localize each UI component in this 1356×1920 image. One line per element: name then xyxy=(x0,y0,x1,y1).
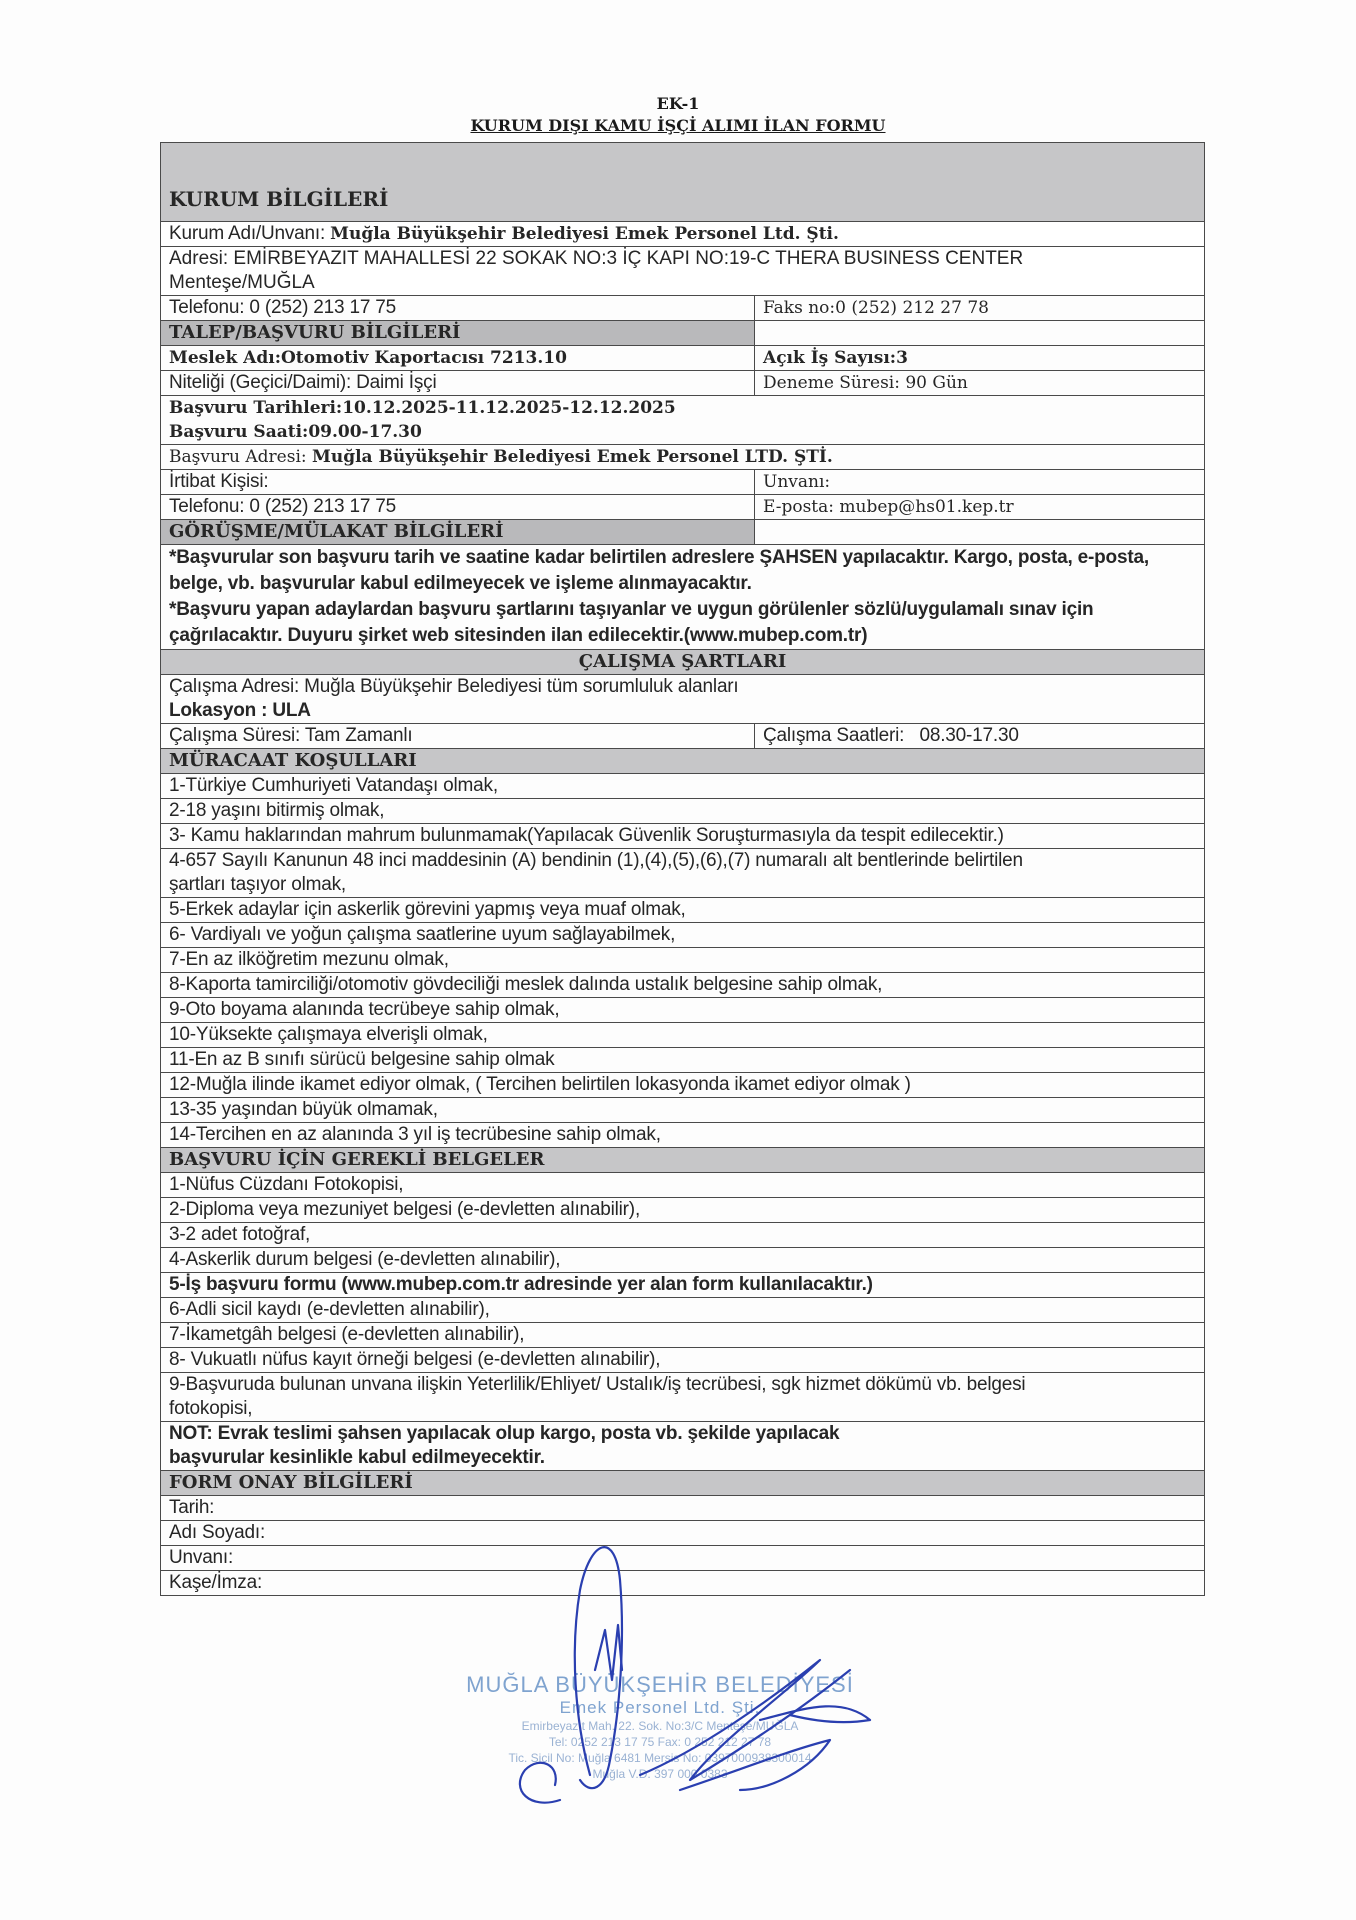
document-row xyxy=(161,1373,1205,1422)
institution-name-value: Muğla Büyükşehir Belediyesi Emek Personel Ltd. Şti. xyxy=(330,224,839,244)
contact-person: İrtibat Kişisi: xyxy=(161,470,755,495)
section-title-talep: TALEP/BAŞVURU BİLGİLERİ xyxy=(161,321,755,346)
requirement-row xyxy=(161,923,1205,948)
requirement-row xyxy=(161,1048,1205,1073)
section-gorusme xyxy=(161,520,1205,545)
section-calisma xyxy=(161,650,1205,675)
row-nature xyxy=(161,371,1205,396)
contact-email: E-posta: mubep@hs01.kep.tr xyxy=(755,495,1205,520)
requirement-row xyxy=(161,824,1205,849)
empty-cell xyxy=(755,520,1205,545)
requirement-item: 12-Muğla ilinde ikamet ediyor olmak, ( Tercihen belirtilen lokasyonda ikamet ediyor olmak ) xyxy=(161,1073,1205,1098)
work-address: Çalışma Adresi: Muğla Büyükşehir Belediyesi tüm sorumluluk alanları xyxy=(169,676,739,697)
document-row xyxy=(161,1298,1205,1323)
requirements-list xyxy=(161,774,1205,1148)
document-row xyxy=(161,1173,1205,1198)
document-item: 8- Vukuatlı nüfus kayıt örneği belgesi (e-devletten alınabilir), xyxy=(161,1348,1205,1373)
interview-notes-cell xyxy=(161,545,1205,650)
requirement-row xyxy=(161,973,1205,998)
requirement-row xyxy=(161,1023,1205,1048)
requirement-row xyxy=(161,1073,1205,1098)
application-address-label: Başvuru Adresi: xyxy=(169,447,313,467)
signature-stroke xyxy=(520,1763,560,1803)
signature-stroke xyxy=(640,1660,850,1780)
document-item: 2-Diploma veya mezuniyet belgesi (e-devletten alınabilir), xyxy=(161,1198,1205,1223)
stamp-line-1: MUĞLA BÜYÜKŞEHİR BELEDİYESİ xyxy=(466,1672,854,1697)
requirement-item: 11-En az B sınıfı sürücü belgesine sahip olmak xyxy=(161,1048,1205,1073)
document-row xyxy=(161,1273,1205,1298)
probation-period: Deneme Süresi: 90 Gün xyxy=(755,371,1205,396)
document-row xyxy=(161,1223,1205,1248)
section-title-muracaat: MÜRACAAT KOŞULLARI xyxy=(161,749,1205,774)
requirement-item: 3- Kamu haklarından mahrum bulunmamak(Yapılacak Güvenlik Soruşturmasıyla da tespit edilecektir.) xyxy=(161,824,1205,849)
document-item: 3-2 adet fotoğraf, xyxy=(161,1223,1205,1248)
approval-date-label: Tarih: xyxy=(161,1496,1205,1521)
form-title-text: KURUM DIŞI KAMU İŞÇİ ALIMI İLAN FORMU xyxy=(470,116,886,135)
interview-note-1: *Başvurular son başvuru tarih ve saatine kadar belirtilen adreslere ŞAHSEN yapılacaktır. Kargo, posta, e-posta, belge, vb. başvurular kabul edilmeyecek ve işleme alınmayacaktır. xyxy=(169,547,1149,594)
requirement-row xyxy=(161,849,1205,898)
application-dates: Başvuru Tarihleri:10.12.2025-11.12.2025-12.12.2025 xyxy=(169,398,676,418)
annex-label: EK-1 xyxy=(656,94,700,113)
row-approval-stamp xyxy=(161,1571,1205,1596)
application-hours: Başvuru Saati:09.00-17.30 xyxy=(169,422,422,442)
document-row xyxy=(161,1198,1205,1223)
requirement-item: 1-Türkiye Cumhuriyeti Vatandaşı olmak, xyxy=(161,774,1205,799)
section-kurum xyxy=(161,143,1205,222)
section-title-onay: FORM ONAY BİLGİLERİ xyxy=(161,1471,1205,1496)
approval-name-label: Adı Soyadı: xyxy=(161,1521,1205,1546)
document-row xyxy=(161,1248,1205,1273)
documents-list xyxy=(161,1173,1205,1471)
documents-note: NOT: Evrak teslimi şahsen yapılacak olup kargo, posta vb. şekilde yapılacak başvurular kesinlikle kabul edilmeyecektir. xyxy=(161,1422,1205,1471)
stamp-line-2: Emek Personel Ltd. Şti. xyxy=(559,1698,761,1717)
row-kurum-phone xyxy=(161,296,1205,321)
document-item: 6-Adli sicil kaydı (e-devletten alınabilir), xyxy=(161,1298,1205,1323)
requirement-item: 2-18 yaşını bitirmiş olmak, xyxy=(161,799,1205,824)
work-address-cell xyxy=(161,675,1205,724)
row-approval-name xyxy=(161,1521,1205,1546)
open-positions: Açık İş Sayısı:3 xyxy=(755,346,1205,371)
row-approval-title xyxy=(161,1546,1205,1571)
requirement-row xyxy=(161,898,1205,923)
application-form-table xyxy=(160,142,1205,1596)
work-duration: Çalışma Süresi: Tam Zamanlı xyxy=(161,724,755,749)
section-belgeler xyxy=(161,1148,1205,1173)
section-title-gorusme: GÖRÜŞME/MÜLAKAT BİLGİLERİ xyxy=(161,520,755,545)
approval-title-label: Unvanı: xyxy=(161,1546,1205,1571)
section-talep xyxy=(161,321,1205,346)
institution-name-cell xyxy=(161,222,1205,247)
requirement-item: 7-En az ilköğretim mezunu olmak, xyxy=(161,948,1205,973)
row-app-address xyxy=(161,445,1205,470)
address-line-1: Adresi: EMİRBEYAZIT MAHALLESİ 22 SOKAK NO:3 İÇ KAPI NO:19-C THERA BUSINESS CENTER xyxy=(169,248,1024,269)
interview-note-2: *Başvuru yapan adaylardan başvuru şartlarını taşıyanlar ve uygun görülenler sözlü/uygulamalı sınav için çağrılacaktır. Duyuru şirket web sitesinden ilan edilecektir.(www.mubep.com.tr) xyxy=(169,599,1094,646)
document-item: 9-Başvuruda bulunan unvana ilişkin Yeterlilik/Ehliyet/ Ustalık/iş tecrübesi, sgk hizmet dökümü vb. belgesi fotokopisi, xyxy=(161,1373,1205,1422)
occupation-name: Meslek Adı:Otomotiv Kaportacısı 7213.10 xyxy=(161,346,755,371)
work-location: Lokasyon : ULA xyxy=(169,700,311,721)
row-contact xyxy=(161,470,1205,495)
signature-stroke xyxy=(595,1625,622,1680)
contact-phone: Telefonu: 0 (252) 213 17 75 xyxy=(161,495,755,520)
row-kurum-address xyxy=(161,247,1205,296)
requirement-item: 9-Oto boyama alanında tecrübeye sahip olmak, xyxy=(161,998,1205,1023)
document-item: 7-İkametgâh belgesi (e-devletten alınabilir), xyxy=(161,1323,1205,1348)
requirement-row xyxy=(161,799,1205,824)
document-note-row xyxy=(161,1422,1205,1471)
form-title xyxy=(0,116,1356,135)
stamp-line-4: Tel: 0252 213 17 75 Fax: 0 252 212 27 78 xyxy=(548,1735,772,1749)
approval-stamp-label: Kaşe/İmza: xyxy=(161,1571,1205,1596)
section-onay xyxy=(161,1471,1205,1496)
institution-fax: Faks no:0 (252) 212 27 78 xyxy=(755,296,1205,321)
signature-stroke xyxy=(760,1706,870,1722)
row-occupation xyxy=(161,346,1205,371)
requirement-row xyxy=(161,998,1205,1023)
row-work-duration xyxy=(161,724,1205,749)
section-title-belgeler: BAŞVURU İÇİN GEREKLİ BELGELER xyxy=(161,1148,1205,1173)
employment-nature: Niteliği (Geçici/Daimi): Daimi İşçi xyxy=(161,371,755,396)
institution-address-cell xyxy=(161,247,1205,296)
document-item: 4-Askerlik durum belgesi (e-devletten alınabilir), xyxy=(161,1248,1205,1273)
section-title-kurum: KURUM BİLGİLERİ xyxy=(161,143,1205,222)
institution-name-label: Kurum Adı/Unvanı: xyxy=(169,223,331,244)
document-row xyxy=(161,1348,1205,1373)
requirement-item: 13-35 yaşından büyük olmamak, xyxy=(161,1098,1205,1123)
document-row xyxy=(161,1323,1205,1348)
application-dates-cell xyxy=(161,396,1205,445)
requirement-item: 8-Kaporta tamirciliği/otomotiv gövdeciliği meslek dalında ustalık belgesine sahip olmak, xyxy=(161,973,1205,998)
document-item: 1-Nüfus Cüzdanı Fotokopisi, xyxy=(161,1173,1205,1198)
requirement-item: 5-Erkek adaylar için askerlik görevini yapmış veya muaf olmak, xyxy=(161,898,1205,923)
row-work-address xyxy=(161,675,1205,724)
signature-stroke xyxy=(680,1740,830,1790)
requirement-row xyxy=(161,948,1205,973)
stamp-line-3: Emirbeyazıt Mah. 22. Sok. No:3/C Menteşe/MUĞLA xyxy=(521,1719,799,1733)
requirement-item: 14-Tercihen en az alanında 3 yıl iş tecrübesine sahip olmak, xyxy=(161,1123,1205,1148)
row-dates xyxy=(161,396,1205,445)
requirement-row xyxy=(161,1098,1205,1123)
empty-cell xyxy=(755,321,1205,346)
requirement-row xyxy=(161,774,1205,799)
stamp-line-5: Tic. Sicil No: Muğla 6481 Mersis No: 0397000938300014 xyxy=(508,1751,812,1765)
application-address-cell xyxy=(161,445,1205,470)
contact-title: Unvanı: xyxy=(755,470,1205,495)
requirement-row xyxy=(161,1123,1205,1148)
row-interview-notes xyxy=(161,545,1205,650)
application-address-value: Muğla Büyükşehir Belediyesi Emek Personel LTD. ŞTİ. xyxy=(312,447,833,467)
document-item: 5-İş başvuru formu (www.mubep.com.tr adresinde yer alan form kullanılacaktır.) xyxy=(161,1273,1205,1298)
row-contact-phone xyxy=(161,495,1205,520)
requirement-item: 4-657 Sayılı Kanunun 48 inci maddesinin (A) bendinin (1),(4),(5),(6),(7) numaralı alt bentlerinde belirtilen şartları taşıyor olmak, xyxy=(161,849,1205,898)
stamp-line-6: Muğla V.D. 397 000 0383 xyxy=(592,1767,728,1781)
requirement-item: 6- Vardiyalı ve yoğun çalışma saatlerine uyum sağlayabilmek, xyxy=(161,923,1205,948)
work-hours: Çalışma Saatleri: 08.30-17.30 xyxy=(755,724,1205,749)
section-title-calisma: ÇALIŞMA ŞARTLARI xyxy=(161,650,1205,675)
row-approval-date xyxy=(161,1496,1205,1521)
row-kurum-name xyxy=(161,222,1205,247)
address-line-2: Menteşe/MUĞLA xyxy=(169,272,315,293)
requirement-item: 10-Yüksekte çalışmaya elverişli olmak, xyxy=(161,1023,1205,1048)
section-muracaat xyxy=(161,749,1205,774)
institution-phone: Telefonu: 0 (252) 213 17 75 xyxy=(161,296,755,321)
company-stamp xyxy=(440,1672,880,1782)
